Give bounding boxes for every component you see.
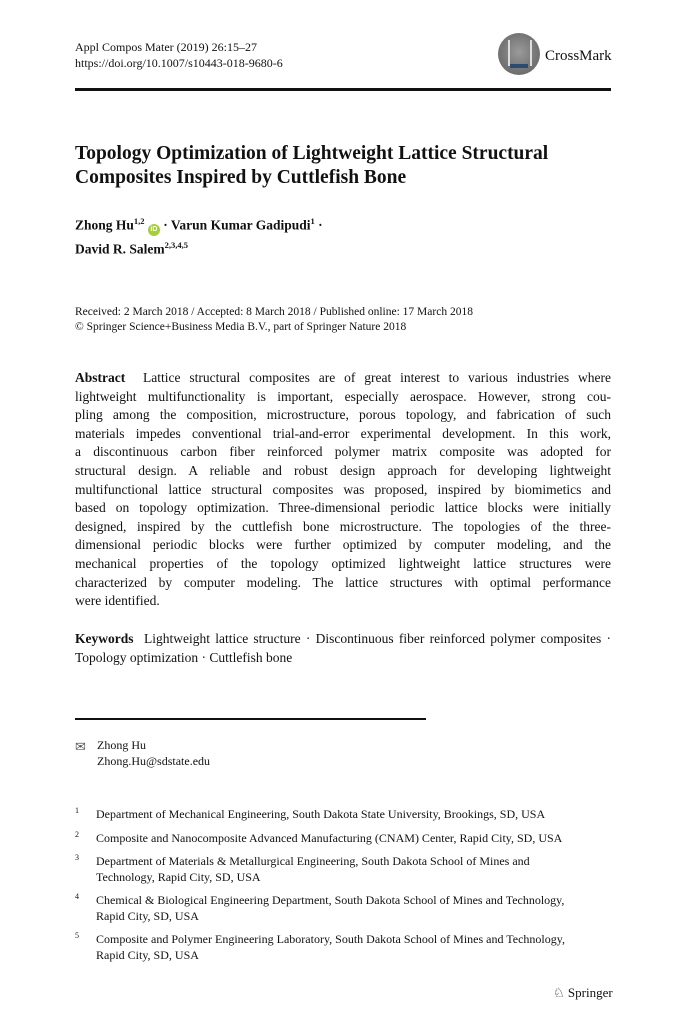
abstract-text: based on topology optimization. Three-dimensional periodic lattice blocks were initially [75,500,611,516]
affiliation-text: Department of Mechanical Engineering, South Dakota State University, Brookings, SD, USA [96,807,546,821]
abstract-line [75,462,611,481]
journal-citation: Appl Compos Mater (2019) 26:15–27 [75,40,257,54]
abstract-text: mechanical properties of the topology optimized lightweight lattice structures were [75,555,611,571]
abstract-line [75,536,611,555]
abstract-text: pling among the composition, microstructure, porous topology, and fabrication of such [75,407,611,423]
abstract-line [75,481,611,500]
abstract-heading: Abstract [75,370,126,385]
keywords [75,629,611,667]
affiliation-text: Chemical & Biological Engineering Department, South Dakota School of Mines and Technology, [96,893,565,907]
abstract-line [75,443,611,462]
author-list: Zhong Hu$^{1,2}$ iD · Varun Kumar Gadipudi$^1$ · David R. Salem$^{2,3,4,5}$ [75,216,323,256]
affiliation-text: Composite and Polymer Engineering Laboratory, South Dakota School of Mines and Technology, [96,932,565,946]
crossmark-icon[interactable] [498,33,540,75]
publisher-name: Springer [567,985,613,1000]
affiliation-number: 3 [75,853,79,862]
abstract-line [75,574,611,593]
abstract [75,369,611,611]
orcid-icon[interactable]: iD [148,224,160,236]
affiliation-2 [75,830,611,846]
affiliation-4 [75,892,611,924]
abstract-text: were identified. [75,593,160,609]
affiliation-text: Technology, Rapid City, SD, USA [96,870,261,884]
affiliation-5 [75,931,611,963]
title-line: Topology Optimization of Lightweight Lattice Structural [75,143,549,164]
abstract-text: lightweight multifunctionality is important, especially aerospace. However, strong cou- [75,388,611,404]
abstract-line [75,406,611,425]
affiliation-text: Rapid City, SD, USA [96,948,199,962]
keywords-line: Topology optimization · Cuttlefish bone [75,650,293,665]
abstract-text: dimensional periodic blocks were further optimized by computer modeling, and the [75,537,611,553]
affiliation-3 [75,853,611,885]
author-affil: 2,3,4,5 [164,239,189,250]
affiliation-number: 4 [75,892,79,901]
copyright-line: © Springer Science+Business Media B.V., part of Springer Nature 2018 [75,321,407,333]
affiliation-number: 2 [75,830,79,839]
abstract-line [75,425,611,444]
springer-horse-icon: ♘ [553,985,565,1000]
abstract-line [75,499,611,518]
author-name: David R. Salem [75,241,165,256]
keywords-heading: Keywords [75,631,134,646]
header-divider [75,88,611,91]
envelope-icon: ✉ [75,739,86,754]
affiliation-number: 1 [75,806,79,815]
footnote-divider [75,718,426,720]
affiliation-text: Composite and Nanocomposite Advanced Manufacturing (CNAM) Center, Rapid City, SD, USA [96,831,563,845]
abstract-text: structural design. A reliable and robust design approach for developing lightweight [75,462,611,478]
paper-title [75,142,611,190]
abstract-line [75,592,611,611]
corresponding-name: Zhong Hu [97,738,146,752]
affiliation-text: Department of Materials & Metallurgical Engineering, South Dakota School of Mines and [96,854,530,868]
abstract-text: Lattice structural composites are of great interest to various industries where [142,370,612,385]
dates-line: Received: 2 March 2018 / Accepted: 8 March 2018 / Published online: 17 March 2018 [75,306,473,318]
affiliation-text: Rapid City, SD, USA [96,909,199,923]
author-name: Varun Kumar Gadipudi [170,217,311,233]
author-name: Zhong Hu [75,217,134,233]
affiliation-1 [75,806,611,822]
abstract-text: designed, inspired by the cuttlefish bone microstructure. The topologies of the three- [75,518,611,534]
author-affil: 1,2 [133,216,145,226]
crossmark-label[interactable]: CrossMark [545,48,612,64]
publication-dates [75,305,473,335]
abstract-line [75,369,611,388]
abstract-text: a discontinuous carbon fiber reinforced polymer matrix composite was adopted for [75,444,611,460]
journal-header [75,39,283,71]
abstract-line [75,388,611,407]
doi-link[interactable]: https://doi.org/10.1007/s10443-018-9680-6 [75,56,283,70]
abstract-text: materials impedes conventional trial-and-error experimental development. In this work, [75,425,611,441]
keywords-line: Lightweight lattice structure · Discontinuous fiber reinforced polymer composites · [143,631,612,646]
author-affil: 1 [310,216,315,226]
abstract-text: multifunctional lattice structural composites was proposed, inspired by biomimetics and [75,481,611,497]
abstract-line [75,555,611,574]
title-line: Composites Inspired by Cuttlefish Bone [75,167,407,188]
corresponding-email[interactable]: Zhong.Hu@sdstate.edu [97,754,211,768]
abstract-text: characterized by computer modeling. The lattice structures with optimal performance [75,574,611,590]
springer-logo [553,985,613,1001]
abstract-line [75,518,611,537]
affiliation-number: 5 [75,931,79,940]
